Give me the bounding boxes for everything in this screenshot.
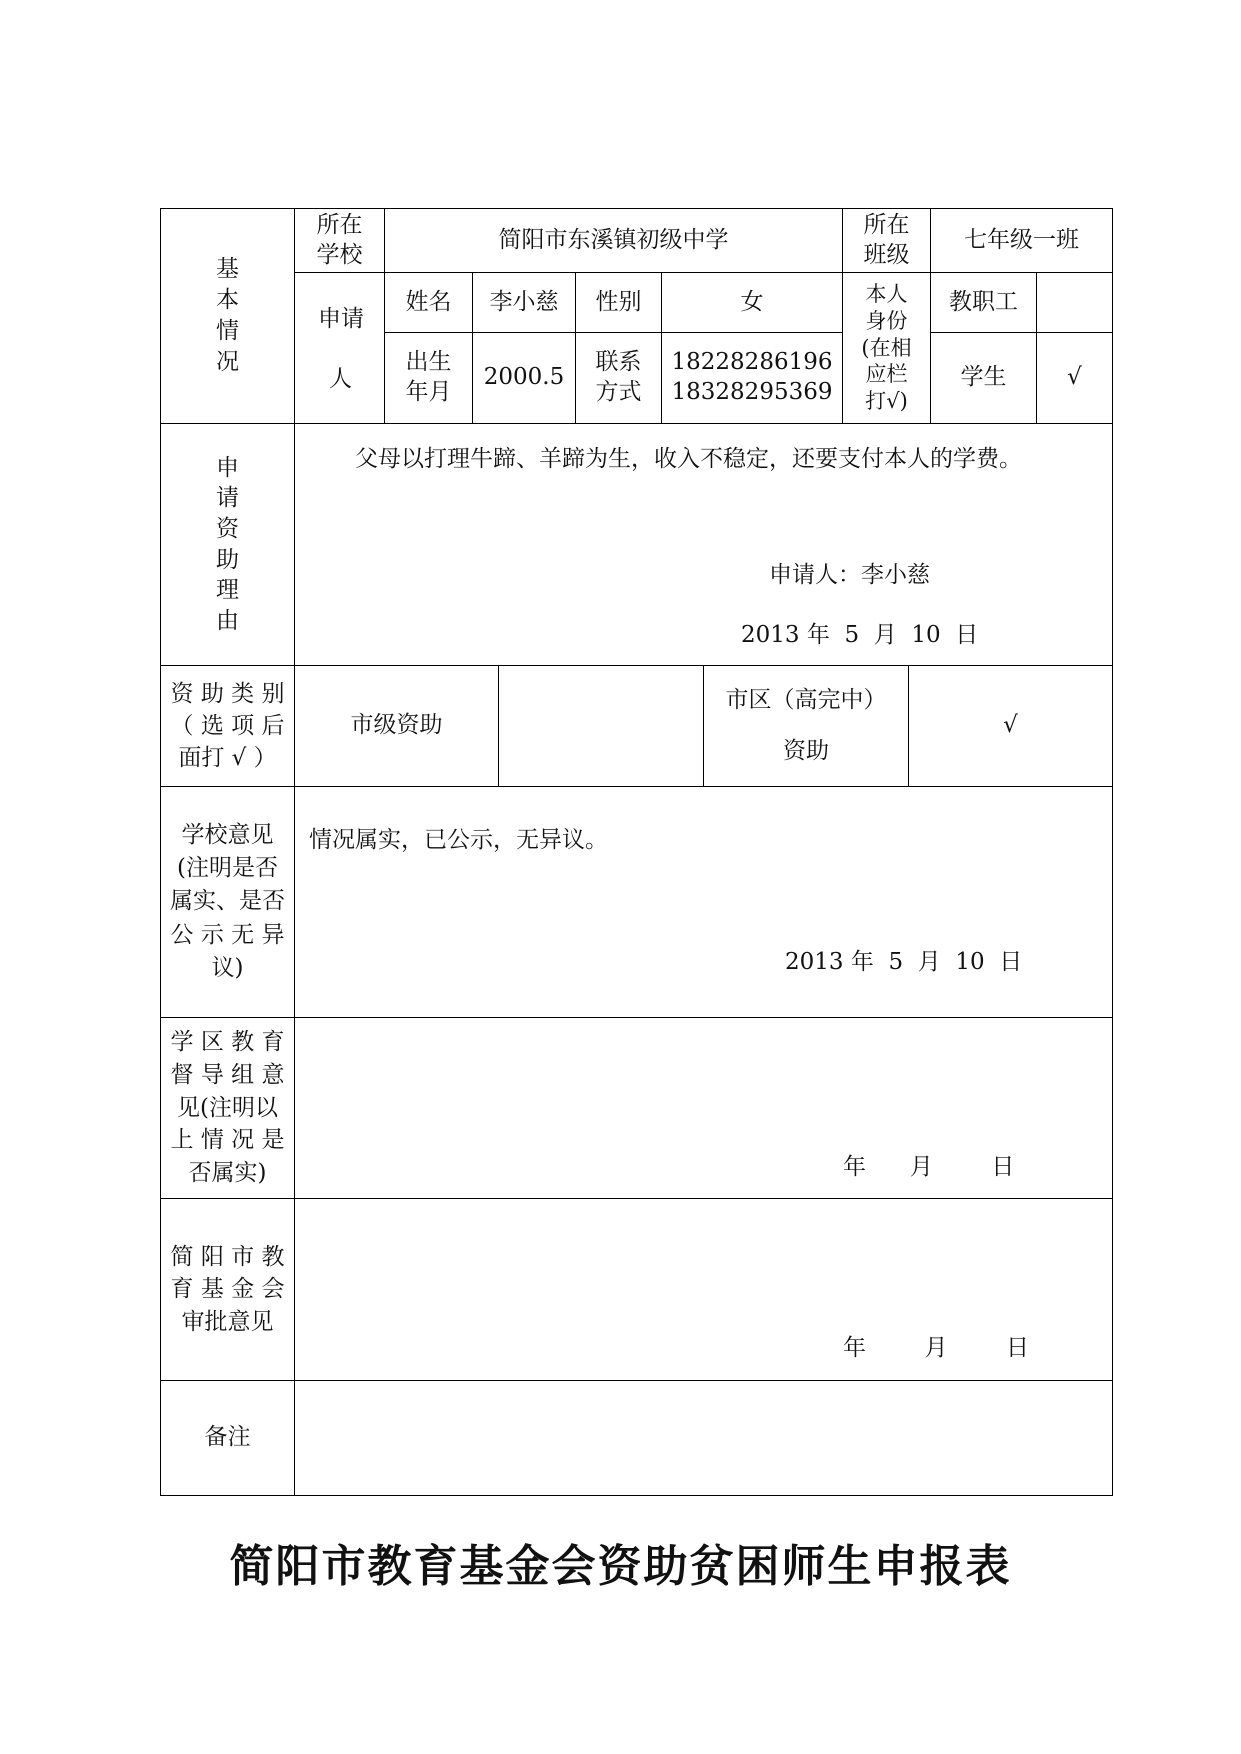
basic-info-label: 基 本 情 况 — [160, 208, 295, 424]
identity-label: 本人 身份 (在相 应栏 打√) — [842, 272, 931, 424]
foundation-opinion-date: 年 月 日 — [843, 1335, 1029, 1361]
city-aid-checkbox[interactable] — [498, 665, 704, 787]
district-opinion-label: 学 区 教 育 督 导 组 意 见(注明以 上 情 况 是 否属实) — [160, 1017, 295, 1199]
foundation-opinion-content — [294, 1198, 1113, 1381]
remarks-label: 备注 — [160, 1380, 295, 1496]
student-checkbox[interactable]: √ — [1036, 332, 1113, 424]
district-aid-label: 市区（高完中） 资助 — [703, 665, 909, 787]
staff-label: 教职工 — [930, 272, 1037, 333]
city-aid-label: 市级资助 — [294, 665, 499, 787]
gender-label: 性别 — [575, 272, 662, 333]
aid-type-label: 资 助 类 别 （ 选 项 后 面打 √ ） — [160, 665, 295, 787]
class-label: 所在 班级 — [842, 208, 931, 273]
reason-text: 父母以打理牛蹄、羊蹄为生，收入不稳定，还要支付本人的学费。 — [355, 446, 1022, 472]
school-opinion-text: 情况属实，已公示，无异议。 — [309, 827, 608, 853]
district-opinion-date: 年 月 日 — [843, 1154, 1015, 1180]
staff-checkbox[interactable] — [1036, 272, 1113, 333]
birth-label: 出生 年月 — [384, 332, 473, 424]
form-title: 简阳市教育基金会资助贫困师生申报表 — [229, 1541, 1012, 1592]
applicant-label: 申请 人 — [294, 272, 385, 424]
contact-value: 18228286196 18328295369 — [661, 332, 843, 424]
district-opinion-content — [294, 1017, 1113, 1199]
school-opinion-label: 学校意见 (注明是否 属实、是否 公 示 无 异 议) — [160, 786, 295, 1018]
contact-label: 联系 方式 — [575, 332, 662, 424]
reason-content — [294, 423, 1113, 666]
applicant-signature: 申请人：李小慈 — [769, 562, 930, 588]
class-value: 七年级一班 — [930, 208, 1113, 273]
remarks-content[interactable] — [294, 1380, 1113, 1496]
student-label: 学生 — [930, 332, 1037, 424]
reason-label: 申 请 资 助 理 由 — [160, 423, 295, 666]
school-opinion-date: 2013 年 5 月 10 日 — [785, 949, 1023, 975]
school-opinion-content — [294, 786, 1113, 1018]
reason-date: 2013 年 5 月 10 日 — [741, 622, 979, 648]
school-label: 所在 学校 — [294, 208, 385, 273]
foundation-opinion-label: 简 阳 市 教 育 基 金 会 审批意见 — [160, 1198, 295, 1381]
name-label: 姓名 — [384, 272, 473, 333]
birth-value: 2000.5 — [472, 332, 576, 424]
gender-value: 女 — [661, 272, 843, 333]
name-value: 李小慈 — [472, 272, 576, 333]
school-value: 简阳市东溪镇初级中学 — [384, 208, 843, 273]
district-aid-checkbox[interactable]: √ — [908, 665, 1113, 787]
